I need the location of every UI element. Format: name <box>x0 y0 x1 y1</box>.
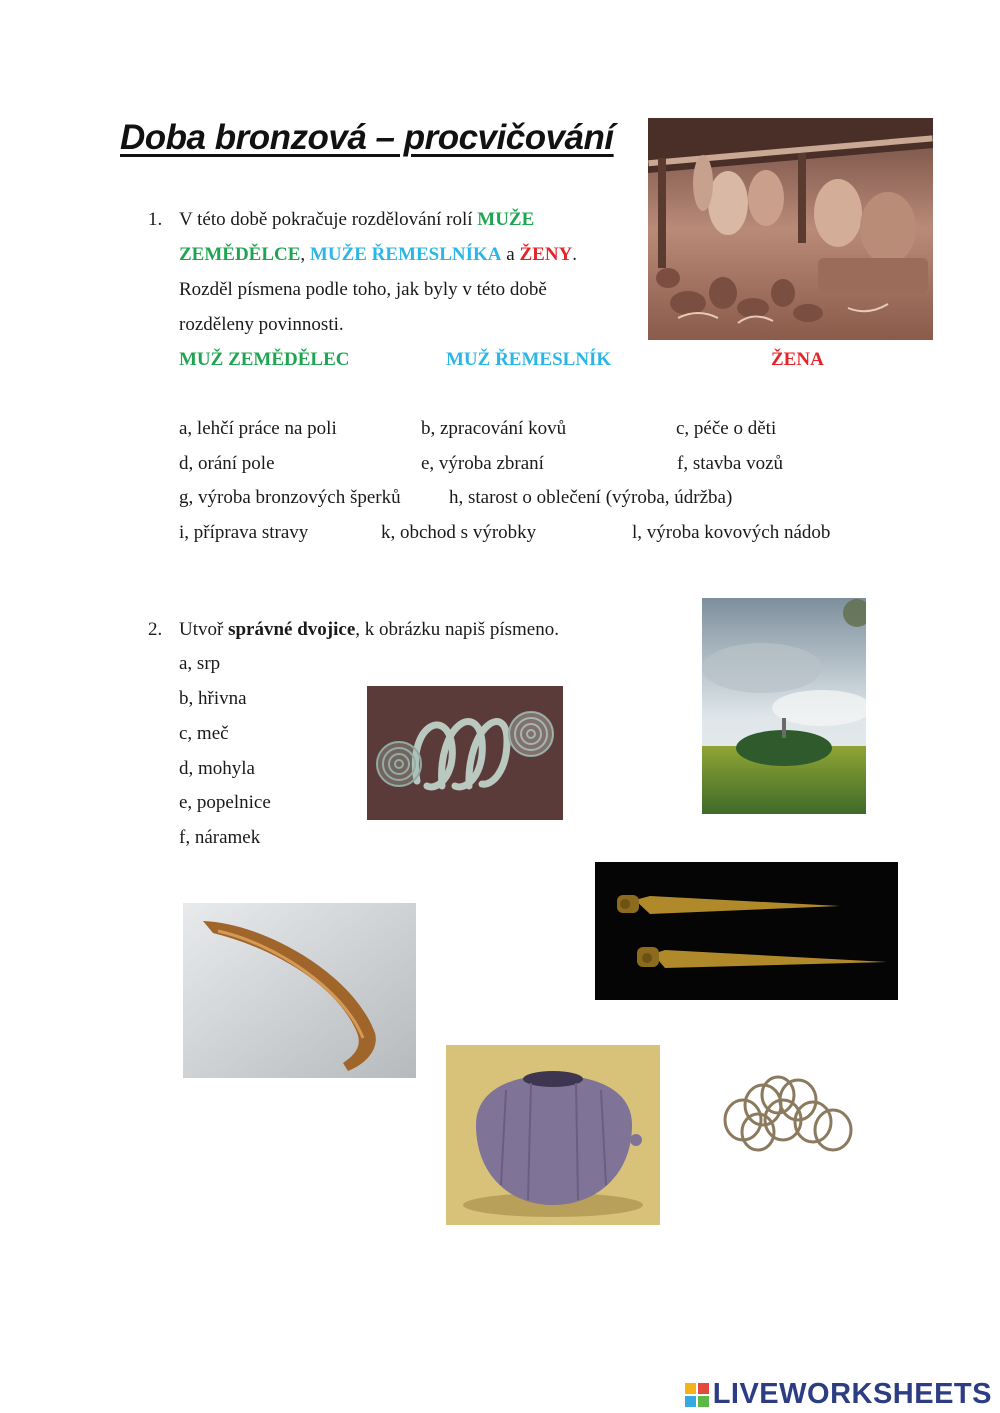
task1-comma: , <box>300 244 306 265</box>
swords-image <box>595 862 898 1000</box>
role-farmer-word: ZEMĚDĚLCE <box>179 244 301 265</box>
category-farmer: MUŽ ZEMĚDĚLEC <box>179 349 350 370</box>
task1-line3: Rozděl písmena podle toho, jak byly v této době <box>179 279 547 300</box>
task2-item-f: f, náramek <box>179 827 261 848</box>
task1-dot: . <box>572 244 578 265</box>
task1-item-f: f, stavba vozů <box>677 453 784 474</box>
task1-item-h: h, starost o oblečení (výroba, údržba) <box>449 487 733 508</box>
brand-text: LIVEWORKSHEETS <box>712 1378 992 1410</box>
bracelet-image <box>367 686 563 820</box>
task1-item-k: k, obchod s výrobky <box>381 522 537 543</box>
task2-intro-bold: správné dvojice <box>228 619 356 640</box>
task1-item-c: c, péče o děti <box>676 418 777 439</box>
task1-line1 <box>179 209 534 231</box>
task2-item-b: b, hřivna <box>179 688 247 709</box>
category-woman: ŽENA <box>771 349 824 370</box>
logo-squares-icon <box>685 1383 709 1407</box>
role-farmer-highlight: MUŽE <box>477 209 535 230</box>
task1-item-d: d, orání pole <box>179 453 275 474</box>
task2-item-c: c, meč <box>179 723 229 744</box>
task1-line1-text: V této době pokračuje rozdělování rolí <box>179 209 473 230</box>
task2-intro <box>179 619 559 641</box>
task2-item-a: a, srp <box>179 653 221 674</box>
task1-line4: rozděleny povinnosti. <box>179 314 344 335</box>
category-craftsman: MUŽ ŘEMESLNÍK <box>446 349 612 370</box>
burial-mound-image <box>702 598 866 814</box>
task2-number: 2. <box>148 619 163 640</box>
task1-and: a <box>506 244 515 265</box>
task1-item-l: l, výroba kovových nádob <box>632 522 831 543</box>
role-woman-word: ŽENY <box>519 244 573 265</box>
task1-number: 1. <box>148 209 163 230</box>
task2-item-e: e, popelnice <box>179 792 271 813</box>
role-craftsman-word: MUŽE ŘEMESLNÍKA <box>309 244 502 265</box>
urn-image <box>446 1045 660 1225</box>
task1-item-b: b, zpracování kovů <box>421 418 567 439</box>
task1-item-e: e, výroba zbraní <box>421 453 544 474</box>
sickle-image <box>183 903 416 1078</box>
task1-item-g: g, výroba bronzových šperků <box>179 487 401 508</box>
page-title: Doba bronzová – procvičování <box>120 118 614 157</box>
task1-line2 <box>179 244 577 266</box>
task2-item-d: d, mohyla <box>179 758 255 779</box>
task2-intro-post: , k obrázku napiš písmeno. <box>355 619 559 640</box>
task2-intro-pre: Utvoř <box>179 619 224 640</box>
rings-image <box>718 1070 858 1158</box>
liveworksheets-logo <box>685 1378 992 1411</box>
task1-item-i: i, příprava stravy <box>179 522 309 543</box>
task1-item-a: a, lehčí práce na poli <box>179 418 337 439</box>
workshop-illustration <box>648 118 933 340</box>
